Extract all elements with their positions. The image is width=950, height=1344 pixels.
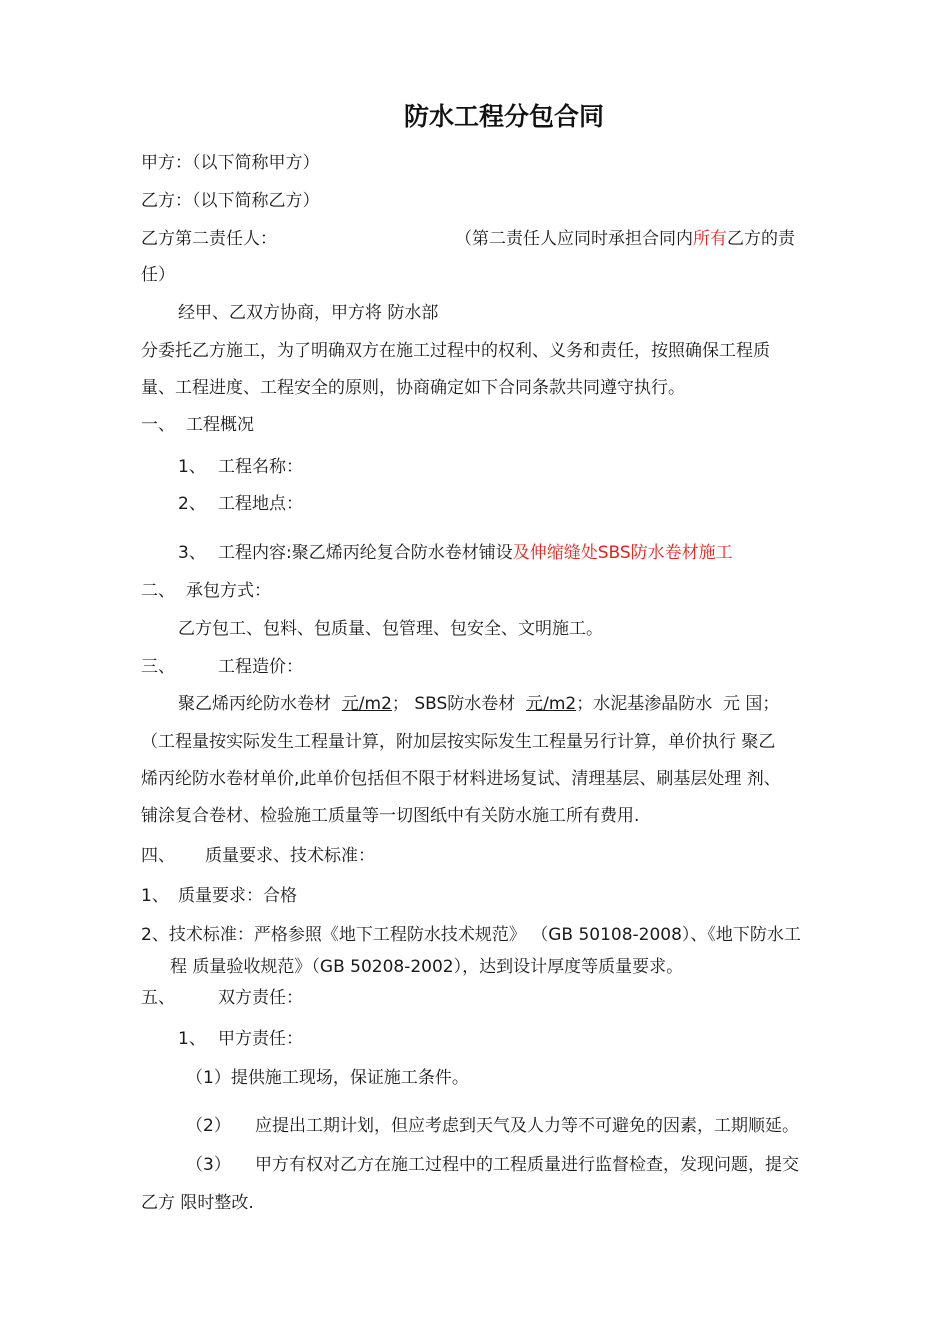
second-responsible-note-b: 乙方的责 xyxy=(727,229,795,249)
responsibility-3-line-2: 乙方 限时整改. xyxy=(141,1193,254,1213)
intro-line-1: 经甲、乙双方协商，甲方将 防水部 xyxy=(178,303,439,323)
party-b-line: 乙方：（以下简称乙方） xyxy=(141,191,320,211)
second-responsible-note-a: （第二责任人应同时承担合同内 xyxy=(455,229,693,249)
intro-line-3: 量、工程进度、工程安全的原则，协商确定如下合同条款共同遵守执行。 xyxy=(141,378,685,398)
section-2-number: 二、 xyxy=(141,581,175,601)
responsibility-3-text: 甲方有权对乙方在施工过程中的工程质量进行监督检查，发现问题，提交 xyxy=(255,1155,799,1175)
section-1-item-1-text: 工程名称： xyxy=(218,457,303,477)
page-title: 防水工程分包合同 xyxy=(403,102,604,131)
section-2-text: 乙方包工、包料、包质量、包管理、包安全、文明施工。 xyxy=(178,619,603,639)
section-4-item-2-line-2: 程 质量验收规范》（GB 50208-2002），达到设计厚度等质量要求。 xyxy=(170,957,684,977)
section-5-number: 五、 xyxy=(141,988,175,1008)
section-2-title: 承包方式： xyxy=(186,581,271,601)
price-item-2-label: ； SBS防水卷材 xyxy=(391,694,516,714)
section-3-line-4: 铺涂复合卷材、检验施工质量等一切图纸中有关防水施工所有费用. xyxy=(141,806,640,826)
second-responsible-label: 乙方第二责任人： xyxy=(141,229,277,249)
responsibility-3-number: （3） xyxy=(186,1155,231,1175)
section-5-title: 双方责任： xyxy=(218,988,303,1008)
responsibility-1: （1）提供施工现场，保证施工条件。 xyxy=(186,1068,469,1088)
section-3-line-3: 烯丙纶防水卷材单价,此单价包括但不限于材料进场复试、清理基层、刷基层处理 剂、 xyxy=(141,769,781,789)
second-responsible-note-end: 任） xyxy=(141,265,175,285)
section-4-item-1-text: 质量要求：合格 xyxy=(178,886,297,906)
section-1-number: 一、 xyxy=(141,415,175,435)
price-item-3-label: ；水泥基渗晶防水 xyxy=(576,694,713,714)
second-responsible-note-emphasis: 所有 xyxy=(693,229,727,249)
section-5-sub-1-text: 甲方责任： xyxy=(218,1029,303,1049)
section-3-line-2: （工程量按实际发生工程量计算，附加层按实际发生工程量另行计算，单价执行 聚乙 xyxy=(141,732,776,752)
section-3-number: 三、 xyxy=(141,657,175,677)
section-1-item-3-text: 工程内容:聚乙烯丙纶复合防水卷材铺设 xyxy=(218,543,513,563)
section-1-item-3 xyxy=(218,542,733,564)
responsibility-2-text: 应提出工期计划，但应考虑到天气及人力等不可避免的因素，工期顺延。 xyxy=(255,1116,799,1136)
section-3-price-line xyxy=(178,693,779,715)
section-1-item-2-number: 2、 xyxy=(178,494,206,514)
section-4-item-1-number: 1、 xyxy=(141,886,169,906)
party-a-line: 甲方：（以下简称甲方） xyxy=(141,153,320,173)
intro-line-2: 分委托乙方施工，为了明确双方在施工过程中的权利、义务和责任，按照确保工程质 xyxy=(141,341,770,361)
section-3-title: 工程造价： xyxy=(218,657,303,677)
section-1-title: 工程概况 xyxy=(186,415,254,435)
price-item-3-unit: 元 国； xyxy=(723,694,780,714)
price-item-1-label: 聚乙烯丙纶防水卷材 xyxy=(178,694,331,714)
section-1-item-3-emphasis: 及伸缩缝处SBS防水卷材施工 xyxy=(512,543,733,563)
price-item-1-unit: 元/m2 xyxy=(341,694,392,714)
price-item-2-unit: 元/m2 xyxy=(526,694,577,714)
section-1-item-1-number: 1、 xyxy=(178,457,206,477)
section-5-sub-1-number: 1、 xyxy=(178,1029,206,1049)
section-1-item-3-number: 3、 xyxy=(178,543,206,563)
section-4-number: 四、 xyxy=(141,846,175,866)
second-responsible-note xyxy=(455,228,795,250)
section-4-title: 质量要求、技术标准： xyxy=(205,846,375,866)
section-1-item-2-text: 工程地点： xyxy=(218,494,303,514)
section-4-item-2-line-1: 2、技术标准：严格参照《地下工程防水技术规范》 （GB 50108-2008）、《地下防水工 xyxy=(141,925,801,945)
responsibility-2-number: （2） xyxy=(186,1116,231,1136)
